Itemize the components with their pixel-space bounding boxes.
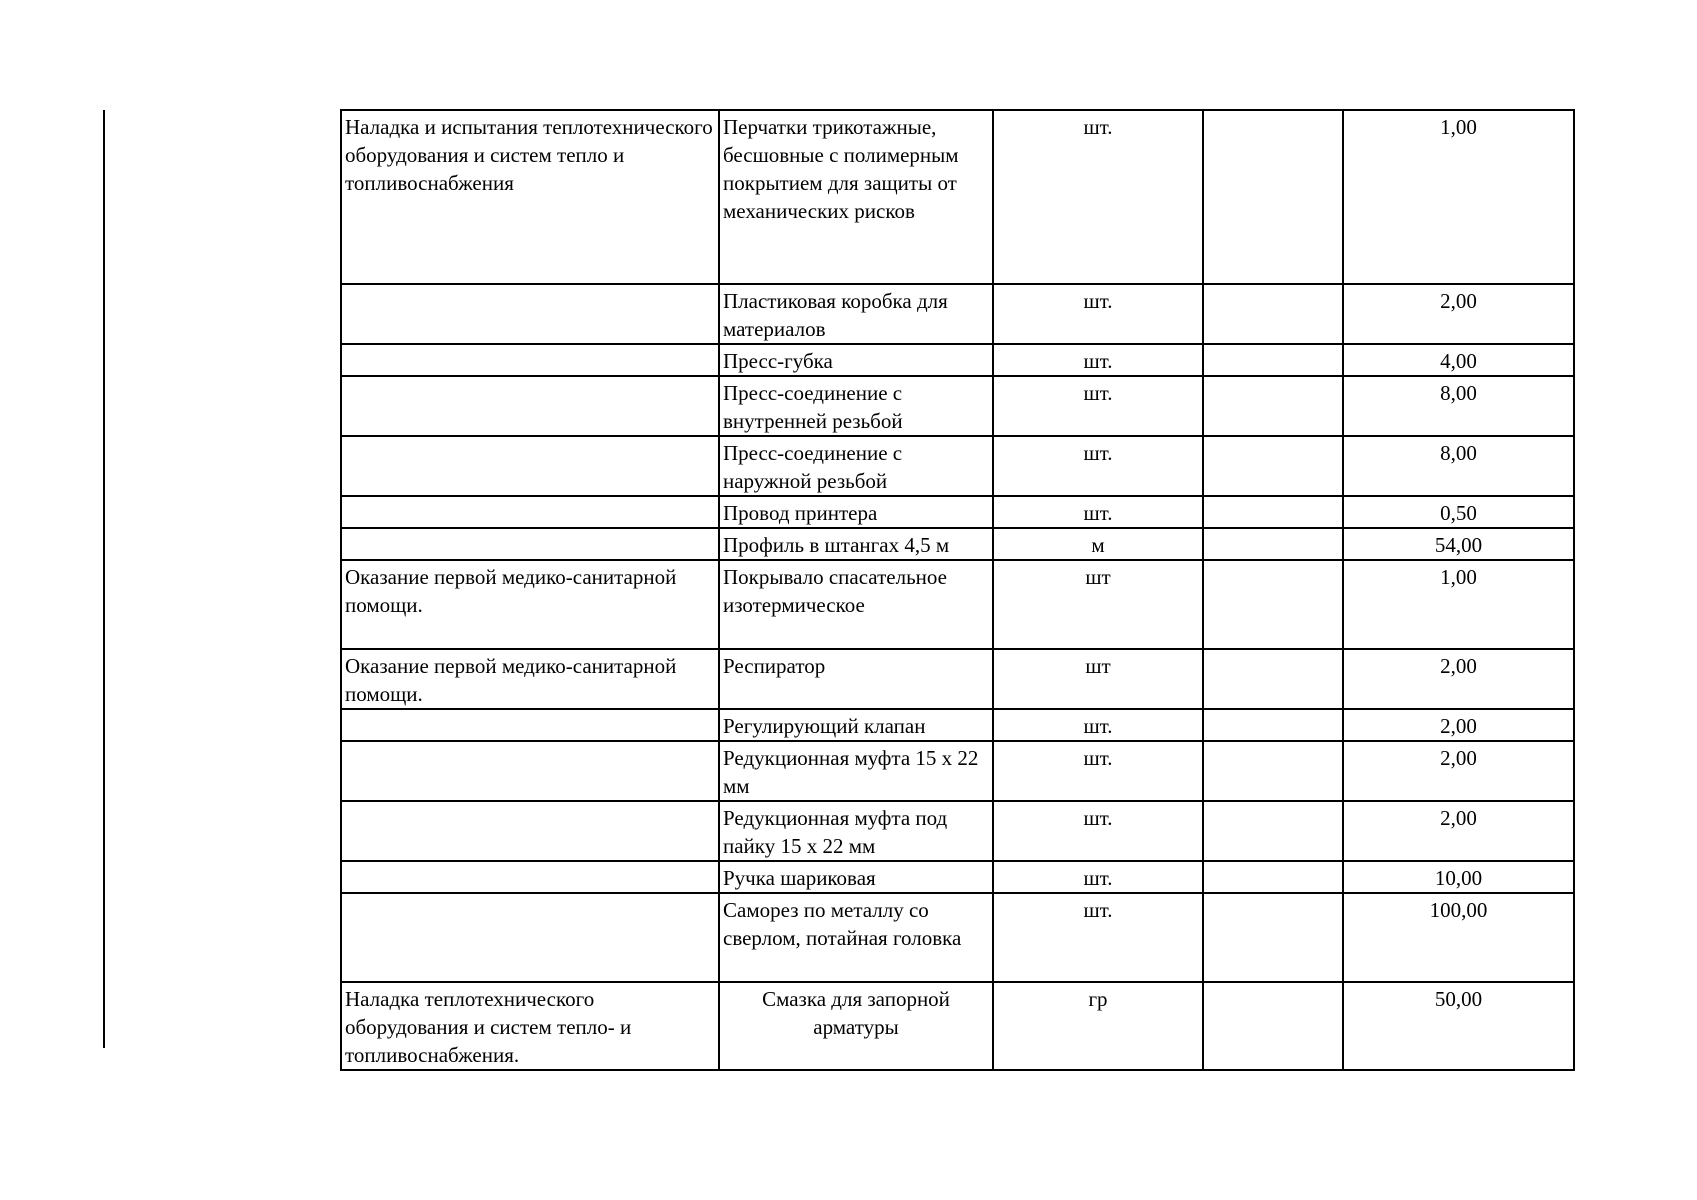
empty-cell	[1203, 110, 1343, 284]
empty-cell	[1203, 982, 1343, 1070]
quantity-cell: 54,00	[1343, 528, 1574, 560]
unit-cell: шт.	[993, 893, 1203, 982]
quantity-cell: 2,00	[1343, 801, 1574, 861]
table-row	[341, 801, 1574, 861]
item-cell: Ручка шариковая	[719, 861, 993, 893]
quantity-cell: 2,00	[1343, 649, 1574, 709]
empty-cell	[1203, 376, 1343, 436]
empty-cell	[1203, 528, 1343, 560]
empty-cell	[1203, 436, 1343, 496]
table-row	[341, 649, 1574, 709]
item-cell: Пресс-губка	[719, 344, 993, 376]
activity-cell: Наладка теплотехнического оборудования и систем тепло- и топливоснабжения.	[341, 982, 719, 1070]
item-cell: Провод принтера	[719, 496, 993, 528]
empty-cell	[1203, 496, 1343, 528]
item-cell: Редукционная муфта 15 х 22 мм	[719, 741, 993, 801]
unit-cell: м	[993, 528, 1203, 560]
empty-cell	[1203, 344, 1343, 376]
unit-cell: шт.	[993, 709, 1203, 741]
unit-cell: шт.	[993, 344, 1203, 376]
table-row	[341, 528, 1574, 560]
unit-cell: шт.	[993, 110, 1203, 284]
activity-cell: Наладка и испытания теплотехнического оборудования и систем тепло и топливоснабжения	[341, 110, 719, 284]
unit-cell: гр	[993, 982, 1203, 1070]
activity-cell	[341, 741, 719, 801]
table-row	[341, 110, 1574, 284]
unit-cell: шт.	[993, 436, 1203, 496]
table-row	[341, 982, 1574, 1070]
table-row	[341, 709, 1574, 741]
empty-cell	[1203, 861, 1343, 893]
table-row	[341, 893, 1574, 982]
unit-cell: шт.	[993, 496, 1203, 528]
quantity-cell: 1,00	[1343, 560, 1574, 649]
activity-cell	[341, 496, 719, 528]
table-row	[341, 861, 1574, 893]
unit-cell: шт.	[993, 861, 1203, 893]
activity-cell	[341, 861, 719, 893]
table-row	[341, 376, 1574, 436]
empty-cell	[1203, 709, 1343, 741]
quantity-cell: 10,00	[1343, 861, 1574, 893]
activity-cell	[341, 284, 719, 344]
item-cell: Профиль в штангах 4,5 м	[719, 528, 993, 560]
item-cell: Респиратор	[719, 649, 993, 709]
activity-cell	[341, 893, 719, 982]
item-cell: Пресс-соединение с наружной резьбой	[719, 436, 993, 496]
table-row	[341, 741, 1574, 801]
quantity-cell: 4,00	[1343, 344, 1574, 376]
empty-cell	[1203, 893, 1343, 982]
empty-cell	[1203, 284, 1343, 344]
empty-cell	[1203, 741, 1343, 801]
quantity-cell: 0,50	[1343, 496, 1574, 528]
quantity-cell: 1,00	[1343, 110, 1574, 284]
unit-cell: шт.	[993, 801, 1203, 861]
activity-cell	[341, 436, 719, 496]
unit-cell: шт.	[993, 376, 1203, 436]
quantity-cell: 100,00	[1343, 893, 1574, 982]
activity-cell	[341, 376, 719, 436]
item-cell: Саморез по металлу со сверлом, потайная головка	[719, 893, 993, 982]
materials-table	[340, 109, 1575, 1071]
item-cell: Перчатки трикотажные, бесшовные с полимерным покрытием для защиты от механических рисков	[719, 110, 993, 284]
item-cell: Редукционная муфта под пайку 15 х 22 мм	[719, 801, 993, 861]
table-row	[341, 344, 1574, 376]
table-row	[341, 560, 1574, 649]
item-cell: Смазка для запорной арматуры	[719, 982, 993, 1070]
left-margin-rule	[103, 110, 105, 1048]
item-cell: Пресс-соединение с внутренней резьбой	[719, 376, 993, 436]
quantity-cell: 2,00	[1343, 741, 1574, 801]
unit-cell: шт	[993, 649, 1203, 709]
quantity-cell: 50,00	[1343, 982, 1574, 1070]
empty-cell	[1203, 649, 1343, 709]
unit-cell: шт.	[993, 284, 1203, 344]
unit-cell: шт.	[993, 741, 1203, 801]
empty-cell	[1203, 560, 1343, 649]
activity-cell	[341, 801, 719, 861]
activity-cell	[341, 344, 719, 376]
unit-cell: шт	[993, 560, 1203, 649]
quantity-cell: 8,00	[1343, 436, 1574, 496]
activity-cell: Оказание первой медико-санитарной помощи.	[341, 560, 719, 649]
item-cell: Покрывало спасательное изотермическое	[719, 560, 993, 649]
activity-cell: Оказание первой медико-санитарной помощи.	[341, 649, 719, 709]
item-cell: Пластиковая коробка для материалов	[719, 284, 993, 344]
quantity-cell: 2,00	[1343, 284, 1574, 344]
item-cell: Регулирующий клапан	[719, 709, 993, 741]
activity-cell	[341, 528, 719, 560]
activity-cell	[341, 709, 719, 741]
table-row	[341, 284, 1574, 344]
empty-cell	[1203, 801, 1343, 861]
table-row	[341, 496, 1574, 528]
quantity-cell: 8,00	[1343, 376, 1574, 436]
quantity-cell: 2,00	[1343, 709, 1574, 741]
table-row	[341, 436, 1574, 496]
